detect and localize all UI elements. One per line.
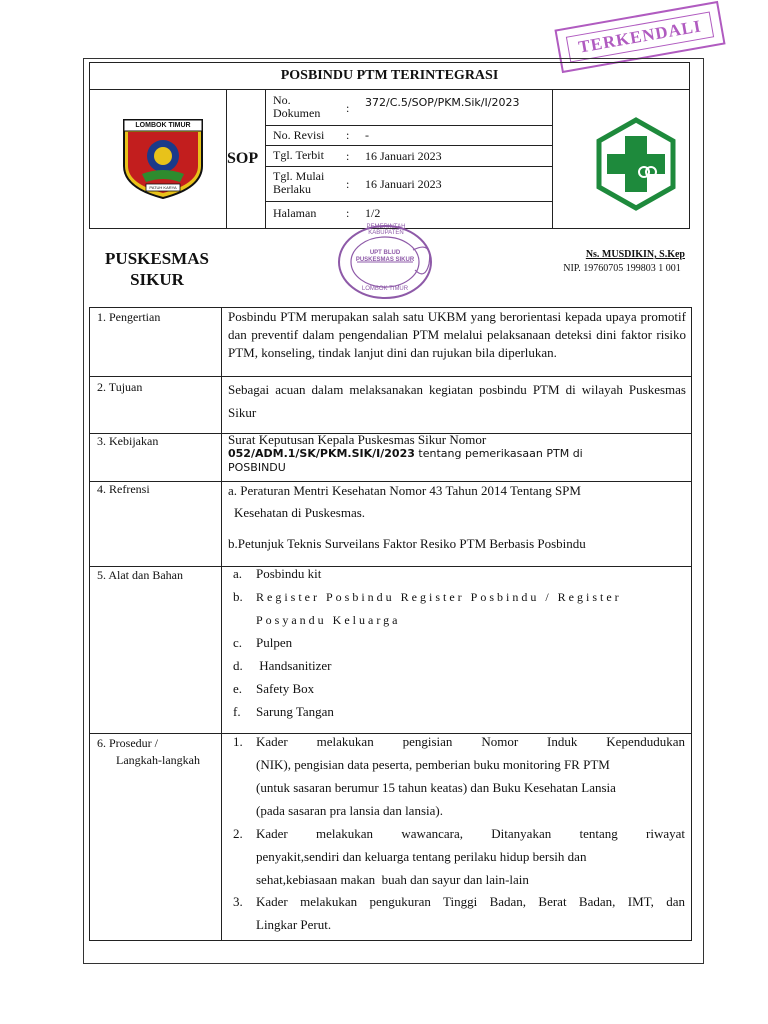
kebijakan-line1: Surat Keputusan Kepala Puskesmas Sikur Nomor (228, 432, 487, 447)
alat-item-f: Sarung Tangan (256, 704, 334, 719)
sop-label: SOP (227, 150, 259, 167)
prosedur-label-line1: 6. Prosedur / (97, 736, 158, 750)
alat-mark-a: a. (233, 566, 243, 581)
label-refrensi: 4. Refrensi (97, 482, 150, 496)
prosedur-label-line2: Langkah-langkah (116, 753, 200, 767)
step-3-line-1: Kader melakukan pengukuran Tinggi Badan, Berat Badan, IMT, dan (256, 894, 685, 909)
alat-item-d: Handsanitizer (256, 658, 332, 673)
step-2-line-1: Kader melakukan wawancara, Ditanyakan tentang riwayat (256, 826, 685, 841)
text-tujuan: Sebagai acuan dalam melaksanakan kegiatan posbindu PTM di wilayah Puskesmas Sikur (228, 382, 686, 420)
alat-item-b: Register Posbindu Register Posbindu / Register (256, 590, 622, 604)
step-2-mark: 2. (233, 826, 243, 841)
label-prosedur (97, 735, 200, 769)
step-3-mark: 3. (233, 894, 243, 909)
label-alat-bahan: 5. Alat dan Bahan (97, 568, 183, 582)
meta-value-halaman: 1/2 (365, 206, 381, 220)
alat-mark-d: d. (233, 658, 243, 673)
logo-text-top: LOMBOK TIMUR (135, 122, 191, 129)
step-1-mark: 1. (233, 734, 243, 749)
alat-item-e: Safety Box (256, 681, 315, 696)
meta-label-tgl-terbit: Tgl. Terbit (273, 148, 324, 162)
seal-text-mid: UPT BLUD PUSKESMAS SIKUR (355, 250, 415, 263)
stamp-text: TERKENDALI (566, 11, 715, 62)
alat-mark-e: e. (233, 681, 243, 696)
signer-name: Ns. MUSDIKIN, S.Kep (585, 249, 685, 260)
label-kebijakan: 3. Kebijakan (97, 434, 159, 448)
refrensi-b: b.Petunjuk Teknis Surveilans Faktor Resiko PTM Berbasis Posbindu (228, 536, 586, 551)
alat-mark-f: f. (233, 704, 241, 719)
signer-nip: NIP. 19760705 199803 1 001 (563, 263, 681, 274)
meta-sep-no-dokumen: : (346, 101, 350, 115)
step-1-line-2: (NIK), pengisian data peserta, pemberian buku monitoring FR PTM (256, 757, 610, 772)
text-pengertian: Posbindu PTM merupakan salah satu UKBM yang berorientasi kepada upaya promotif dan preventif dalam pengendalian PTM melalui pelaksanaan deteksi dini faktor risiko PTM, konseling, tindak lanjut dini dan rujukan bila diperlukan. (228, 309, 686, 360)
label-tujuan: 2. Tujuan (97, 380, 143, 394)
meta-label-no-revisi: No. Revisi (273, 128, 325, 142)
meta-value-tgl-mulai: 16 Januari 2023 (365, 177, 442, 191)
alat-mark-b: b. (233, 589, 243, 604)
logo-text-bottom: PATUH KARYA (149, 185, 177, 190)
kebijakan-number: 052/ADM.1/SK/PKM.SIK/I/2023 (228, 447, 415, 460)
meta-label-halaman: Halaman (273, 206, 317, 220)
alat-item-b2: Posyandu Keluarga (256, 613, 401, 627)
step-1-line-3: (untuk sasaran berumur 15 tahun keatas) dan Buku Kesehatan Lansia (256, 780, 616, 795)
meta-label-tgl-mulai: Tgl. Mulai Berlaku (273, 169, 325, 196)
refrensi-a2: Kesehatan di Puskesmas. (234, 505, 366, 520)
step-1-line-1: Kader melakukan pengisian Nomor Induk Kependudukan (256, 734, 685, 749)
kebijakan-rest: tentang pemerikasaan PTM di (414, 447, 583, 460)
text-kebijakan (228, 433, 686, 475)
label-pengertian: 1. Pengertian (97, 310, 161, 324)
alat-item-a: Posbindu kit (256, 566, 322, 581)
step-1-line-4: (pada sasaran pra lansia dan lansia). (256, 803, 443, 818)
meta-sep-tgl-mulai: : (346, 177, 350, 191)
puskesmas-logo (595, 116, 677, 212)
meta-value-no-revisi: - (365, 128, 369, 142)
meta-value-tgl-terbit: 16 Januari 2023 (365, 149, 442, 163)
meta-value-no-dokumen: 372/C.5/SOP/PKM.Sik/I/2023 (365, 96, 520, 109)
alat-item-c: Pulpen (256, 635, 293, 650)
meta-sep-halaman: : (346, 206, 350, 220)
puskesmas-name: PUSKESMAS SIKUR (105, 249, 209, 289)
meta-sep-tgl-terbit: : (346, 149, 350, 163)
seal-text-top: PEMERINTAH KABUPATEN (366, 224, 406, 236)
kebijakan-line3: POSBINDU (228, 461, 286, 474)
seal-text-bottom: LOMBOK TIMUR (361, 286, 409, 292)
lombok-timur-logo (120, 116, 206, 200)
refrensi-a1: a. Peraturan Mentri Kesehatan Nomor 43 Tahun 2014 Tentang SPM (228, 483, 581, 498)
meta-sep-no-revisi: : (346, 128, 350, 142)
step-3-line-2: Lingkar Perut. (256, 917, 332, 932)
alat-mark-c: c. (233, 635, 243, 650)
document-title: POSBINDU PTM TERINTEGRASI (89, 62, 690, 90)
step-2-line-2: penyakit,sendiri dan keluarga tentang perilaku hidup bersih dan (256, 849, 587, 864)
step-2-line-3: sehat,kebiasaan makan buah dan sayur dan lain-lain (256, 872, 529, 887)
official-seal (333, 220, 443, 304)
meta-label-no-dokumen: No. Dokumen (273, 93, 321, 120)
